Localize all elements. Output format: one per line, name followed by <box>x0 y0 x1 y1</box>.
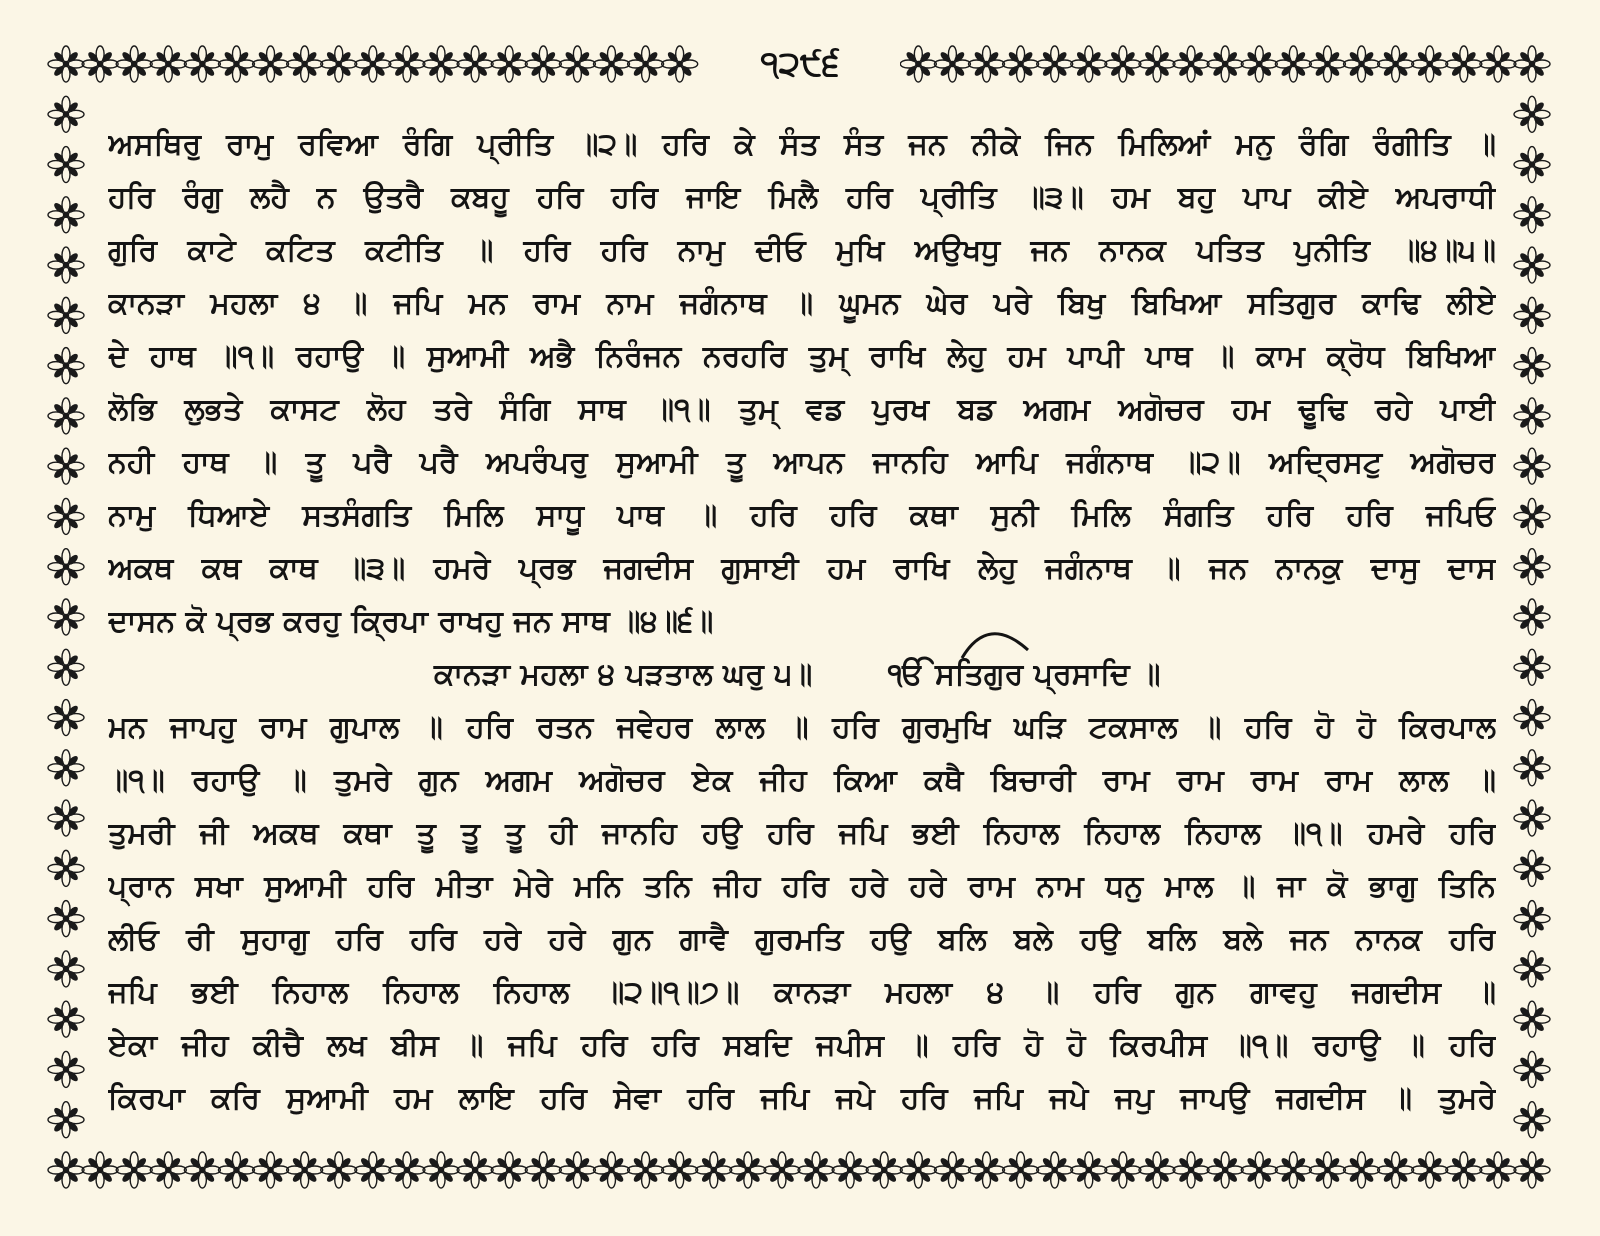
text-line: ਅਕਥ ਕਥ ਕਾਥ ॥੩॥ ਹਮਰੇ ਪ੍ਰਭ ਜਗਦੀਸ ਗੁਸਾਈ ਹਮ ਰਾਖਿ ਲੇਹੁ ਜਗੰਨਾਥ ॥ ਜਨ ਨਾਨਕੁ ਦਾਸੁ ਦਾਸ <box>108 551 1496 586</box>
flower-ornament-icon <box>1139 46 1175 82</box>
flower-ornament-icon <box>1003 1152 1039 1188</box>
flower-ornament-icon <box>48 297 84 333</box>
flower-ornament-icon <box>1514 448 1550 484</box>
flower-ornament-icon <box>1514 1152 1550 1188</box>
flower-ornament-icon <box>116 1152 152 1188</box>
flower-ornament-icon <box>1480 1152 1516 1188</box>
flower-ornament-icon <box>48 1051 84 1087</box>
flower-ornament-icon <box>48 649 84 685</box>
flower-ornament-icon <box>1514 901 1550 937</box>
flower-ornament-icon <box>82 1152 118 1188</box>
flower-ornament-icon <box>389 46 425 82</box>
flower-ornament-icon <box>48 951 84 987</box>
flower-ornament-icon <box>1514 700 1550 736</box>
flower-ornament-icon <box>1003 46 1039 82</box>
text-line: ਲੀਓ ਰੀ ਸੁਹਾਗੁ ਹਰਿ ਹਰਿ ਹਰੇ ਹਰੇ ਗੁਨ ਗਾਵੈ ਗੁਰਮਤਿ ਹਉ ਬਲਿ ਬਲੇ ਹਉ ਬਲਿ ਬਲੇ ਜਨ ਨਾਨਕ ਹਰਿ <box>108 922 1496 957</box>
text-line: ਦੇ ਹਾਥ ॥੧॥ ਰਹਾਉ ॥ ਸੁਆਮੀ ਅਭੈ ਨਿਰੰਜਨ ਨਰਹਰਿ ਤੁਮ੍ ਰਾਖਿ ਲੇਹੁ ਹਮ ਪਾਪੀ ਪਾਥ ॥ ਕਾਮ ਕ੍ਰੋਧ ਬਿਖਿਆ <box>108 339 1496 374</box>
flower-ornament-icon <box>1514 398 1550 434</box>
flower-ornament-icon <box>1514 649 1550 685</box>
flower-ornament-icon <box>1344 1152 1380 1188</box>
flower-ornament-icon <box>48 850 84 886</box>
page-number: ੧੨੯੬ <box>700 42 900 86</box>
flower-ornament-icon <box>1275 1152 1311 1188</box>
flower-ornament-icon <box>662 1152 698 1188</box>
text-line: ਹਰਿ ਰੰਗੁ ਲਹੈ ਨ ਉਤਰੈ ਕਬਹੂ ਹਰਿ ਹਰਿ ਜਾਇ ਮਿਲੈ ਹਰਿ ਪ੍ਰੀਤਿ ॥੩॥ ਹਮ ਬਹੁ ਪਾਪ ਕੀਏ ਅਪਰਾਧੀ <box>108 180 1496 215</box>
flower-ornament-icon <box>48 448 84 484</box>
text-line: ਨਹੀ ਹਾਥ ॥ ਤੂ ਪਰੈ ਪਰੈ ਅਪਰੰਪਰੁ ਸੁਆਮੀ ਤੂ ਆਪਨ ਜਾਨਹਿ ਆਪਿ ਜਗੰਨਾਥ ॥੨॥ ਅਦ੍ਰਿਸਟੁ ਅਗੋਚਰ <box>108 445 1496 480</box>
flower-ornament-icon <box>1173 46 1209 82</box>
flower-ornament-icon <box>355 46 391 82</box>
flower-ornament-icon <box>48 96 84 132</box>
flower-ornament-icon <box>1514 850 1550 886</box>
text-line: ਮਨ ਜਾਪਹੁ ਰਾਮ ਗੁਪਾਲ ॥ ਹਰਿ ਰਤਨ ਜਵੇਹਰ ਲਾਲ ॥ ਹਰਿ ਗੁਰਮੁਖਿ ਘੜਿ ਟਕਸਾਲ ॥ ਹਰਿ ਹੋ ਹੋ ਕਿਰਪਾਲ <box>108 710 1496 745</box>
flower-ornament-icon <box>1037 1152 1073 1188</box>
flower-ornament-icon <box>287 46 323 82</box>
heading-raag: ਕਾਨੜਾ ਮਹਲਾ ੪ ਪੜਤਾਲ ਘਰੁ ੫॥ <box>434 657 813 692</box>
flower-ornament-icon <box>730 1152 766 1188</box>
flower-ornament-icon <box>1514 247 1550 283</box>
flower-ornament-icon <box>48 147 84 183</box>
text-line: ਕਿਰਪਾ ਕਰਿ ਸੁਆਮੀ ਹਮ ਲਾਇ ਹਰਿ ਸੇਵਾ ਹਰਿ ਜਪਿ ਜਪੇ ਹਰਿ ਜਪਿ ਜਪੇ ਜਪੁ ਜਾਪਉ ਜਗਦੀਸ ॥ ਤੁਮਰੇ <box>108 1081 1496 1116</box>
flower-ornament-icon <box>934 1152 970 1188</box>
flower-ornament-icon <box>593 1152 629 1188</box>
text-line: ਪ੍ਰਾਨ ਸਖਾ ਸੁਆਮੀ ਹਰਿ ਮੀਤਾ ਮੇਰੇ ਮਨਿ ਤਨਿ ਜੀਹ ਹਰਿ ਹਰੇ ਹਰੇ ਰਾਮ ਨਾਮ ਧਨੁ ਮਾਲ ॥ ਜਾ ਕੋ ਭਾਗੁ ਤਿਨਿ <box>108 869 1496 904</box>
flower-ornament-icon <box>1514 147 1550 183</box>
flower-ornament-icon <box>1514 951 1550 987</box>
flower-ornament-icon <box>184 46 220 82</box>
flower-ornament-icon <box>48 800 84 836</box>
flower-ornament-icon <box>48 1001 84 1037</box>
flower-ornament-icon <box>525 46 561 82</box>
flower-ornament-icon <box>628 1152 664 1188</box>
flower-ornament-icon <box>1071 46 1107 82</box>
heading-mool-mantar: ੴ ਸਤਿਗੁਰ ਪ੍ਰਸਾਦਿ ॥ <box>888 657 1161 692</box>
flower-ornament-icon <box>798 1152 834 1188</box>
flower-ornament-icon <box>423 1152 459 1188</box>
text-line: ॥੧॥ ਰਹਾਉ ॥ ਤੁਮਰੇ ਗੁਨ ਅਗਮ ਅਗੋਚਰ ਏਕ ਜੀਹ ਕਿਆ ਕਥੈ ਬਿਚਾਰੀ ਰਾਮ ਰਾਮ ਰਾਮ ਰਾਮ ਲਾਲ ॥ <box>108 763 1496 798</box>
flower-ornament-icon <box>1514 297 1550 333</box>
flower-ornament-icon <box>764 1152 800 1188</box>
flower-ornament-icon <box>321 1152 357 1188</box>
text-line: ਏਕਾ ਜੀਹ ਕੀਚੈ ਲਖ ਬੀਸ ॥ ਜਪਿ ਹਰਿ ਹਰਿ ਸਬਦਿ ਜਪੀਸ ॥ ਹਰਿ ਹੋ ਹੋ ਕਿਰਪੀਸ ॥੧॥ ਰਹਾਉ ॥ ਹਰਿ <box>108 1028 1496 1063</box>
flower-ornament-icon <box>287 1152 323 1188</box>
flower-ornament-icon <box>696 1152 732 1188</box>
flower-ornament-icon <box>1275 46 1311 82</box>
flower-ornament-icon <box>48 348 84 384</box>
flower-ornament-icon <box>628 46 664 82</box>
flower-ornament-icon <box>1514 549 1550 585</box>
text-line: ਤੁਮਰੀ ਜੀ ਅਕਥ ਕਥਾ ਤੂ ਤੂ ਤੂ ਹੀ ਜਾਨਹਿ ਹਉ ਹਰਿ ਜਪਿ ਭਈ ਨਿਹਾਲ ਨਿਹਾਲ ਨਿਹਾਲ ॥੧॥ ਹਮਰੇ ਹਰਿ <box>108 816 1496 851</box>
flower-ornament-icon <box>1514 750 1550 786</box>
flower-ornament-icon <box>1412 1152 1448 1188</box>
flower-ornament-icon <box>969 1152 1005 1188</box>
flower-ornament-icon <box>457 46 493 82</box>
flower-ornament-icon <box>934 46 970 82</box>
flower-ornament-icon <box>1514 197 1550 233</box>
flower-ornament-icon <box>662 46 698 82</box>
flower-ornament-icon <box>1344 46 1380 82</box>
flower-ornament-icon <box>1309 46 1345 82</box>
flower-ornament-icon <box>1309 1152 1345 1188</box>
flower-ornament-icon <box>48 398 84 434</box>
scripture-text <box>108 118 1496 1125</box>
flower-ornament-icon <box>218 46 254 82</box>
flower-ornament-icon <box>253 46 289 82</box>
flower-ornament-icon <box>48 549 84 585</box>
flower-ornament-icon <box>559 46 595 82</box>
flower-ornament-icon <box>116 46 152 82</box>
flower-ornament-icon <box>1446 1152 1482 1188</box>
flower-ornament-icon <box>1514 1102 1550 1138</box>
flower-ornament-icon <box>355 1152 391 1188</box>
flower-ornament-icon <box>1378 46 1414 82</box>
flower-ornament-icon <box>1514 599 1550 635</box>
flower-ornament-icon <box>559 1152 595 1188</box>
flower-ornament-icon <box>389 1152 425 1188</box>
flower-ornament-icon <box>1207 1152 1243 1188</box>
text-line: ਲੋਭਿ ਲੁਭਤੇ ਕਾਸਟ ਲੋਹ ਤਰੇ ਸੰਗਿ ਸਾਥ ॥੧॥ ਤੁਮ੍ ਵਡ ਪੁਰਖ ਬਡ ਅਗਮ ਅਗੋਚਰ ਹਮ ਢੂਢਿ ਰਹੇ ਪਾਈ <box>108 392 1496 427</box>
flower-ornament-icon <box>48 901 84 937</box>
flower-ornament-icon <box>1139 1152 1175 1188</box>
flower-ornament-icon <box>1514 498 1550 534</box>
flower-ornament-icon <box>866 1152 902 1188</box>
flower-ornament-icon <box>1480 46 1516 82</box>
flower-ornament-icon <box>1071 1152 1107 1188</box>
flower-ornament-icon <box>832 1152 868 1188</box>
flower-ornament-icon <box>48 46 84 82</box>
flower-ornament-icon <box>423 46 459 82</box>
text-line: ਗੁਰਿ ਕਾਟੇ ਕਟਿਤ ਕਟੀਤਿ ॥ ਹਰਿ ਹਰਿ ਨਾਮੁ ਦੀਓ ਮੁਖਿ ਅਉਖਧੁ ਜਨ ਨਾਨਕ ਪਤਿਤ ਪੁਨੀਤਿ ॥੪॥੫॥ <box>108 233 1496 268</box>
flower-ornament-icon <box>48 247 84 283</box>
text-line: ਜਪਿ ਭਈ ਨਿਹਾਲ ਨਿਹਾਲ ਨਿਹਾਲ ॥੨॥੧॥੭॥ ਕਾਨੜਾ ਮਹਲਾ ੪ ॥ ਹਰਿ ਗੁਨ ਗਾਵਹੁ ਜਗਦੀਸ ॥ <box>108 975 1496 1010</box>
flower-ornament-icon <box>48 750 84 786</box>
text-line: ਦਾਸਨ ਕੋ ਪ੍ਰਭ ਕਰਹੁ ਕ੍ਰਿਪਾ ਰਾਖਹੁ ਜਨ ਸਾਥ ॥੪॥੬॥ <box>108 604 714 639</box>
flower-ornament-icon <box>1105 1152 1141 1188</box>
flower-ornament-icon <box>321 46 357 82</box>
text-line: ਨਾਮੁ ਧਿਆਏ ਸਤਸੰਗਤਿ ਮਿਲਿ ਸਾਧੂ ਪਾਥ ॥ ਹਰਿ ਹਰਿ ਕਥਾ ਸੁਨੀ ਮਿਲਿ ਸੰਗਤਿ ਹਰਿ ਹਰਿ ਜਪਿਓ <box>108 498 1496 533</box>
flower-ornament-icon <box>1037 46 1073 82</box>
flower-ornament-icon <box>491 46 527 82</box>
text-line: ਕਾਨੜਾ ਮਹਲਾ ੪ ॥ ਜਪਿ ਮਨ ਰਾਮ ਨਾਮ ਜਗੰਨਾਥ ॥ ਘੂਮਨ ਘੇਰ ਪਰੇ ਬਿਖੁ ਬਿਖਿਆ ਸਤਿਗੁਰ ਕਾਢਿ ਲੀਏ <box>108 286 1496 321</box>
flower-ornament-icon <box>1173 1152 1209 1188</box>
flower-ornament-icon <box>48 197 84 233</box>
flower-ornament-icon <box>1378 1152 1414 1188</box>
flower-ornament-icon <box>457 1152 493 1188</box>
flower-ornament-icon <box>184 1152 220 1188</box>
flower-ornament-icon <box>82 46 118 82</box>
section-heading <box>108 648 1496 701</box>
flower-ornament-icon <box>1514 46 1550 82</box>
flower-ornament-icon <box>253 1152 289 1188</box>
flower-ornament-icon <box>1241 1152 1277 1188</box>
flower-ornament-icon <box>1446 46 1482 82</box>
flower-ornament-icon <box>1105 46 1141 82</box>
flower-ornament-icon <box>1514 348 1550 384</box>
flower-ornament-icon <box>150 1152 186 1188</box>
flower-ornament-icon <box>1412 46 1448 82</box>
flower-ornament-icon <box>1207 46 1243 82</box>
flower-ornament-icon <box>48 1102 84 1138</box>
flower-ornament-icon <box>969 46 1005 82</box>
flower-ornament-icon <box>900 46 936 82</box>
flower-ornament-icon <box>1514 1051 1550 1087</box>
flower-ornament-icon <box>48 700 84 736</box>
flower-ornament-icon <box>1241 46 1277 82</box>
flower-ornament-icon <box>48 1152 84 1188</box>
flower-ornament-icon <box>525 1152 561 1188</box>
flower-ornament-icon <box>48 599 84 635</box>
flower-ornament-icon <box>218 1152 254 1188</box>
flower-ornament-icon <box>48 498 84 534</box>
flower-ornament-icon <box>1514 96 1550 132</box>
flower-ornament-icon <box>491 1152 527 1188</box>
flower-ornament-icon <box>593 46 629 82</box>
flower-ornament-icon <box>1514 800 1550 836</box>
text-line: ਅਸਥਿਰੁ ਰਾਮੁ ਰਵਿਆ ਰੰਗਿ ਪ੍ਰੀਤਿ ॥੨॥ ਹਰਿ ਕੇ ਸੰਤ ਸੰਤ ਜਨ ਨੀਕੇ ਜਿਨ ਮਿਲਿਆਂ ਮਨੁ ਰੰਗਿ ਰੰਗੀਤਿ ॥ <box>108 127 1496 162</box>
flower-ornament-icon <box>150 46 186 82</box>
flower-ornament-icon <box>900 1152 936 1188</box>
flower-ornament-icon <box>1514 1001 1550 1037</box>
